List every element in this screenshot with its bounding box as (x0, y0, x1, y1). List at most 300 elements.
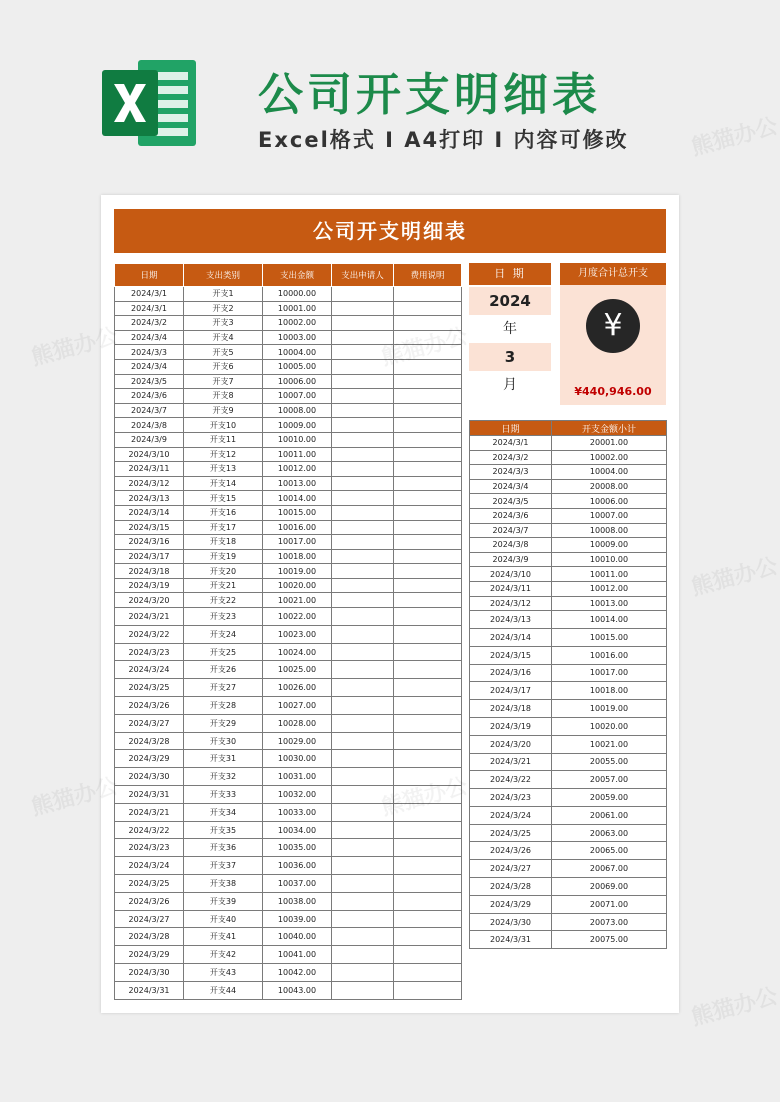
cell-amount[interactable]: 10011.00 (263, 447, 332, 462)
cell-date[interactable]: 2024/3/9 (115, 432, 184, 447)
cell-applicant[interactable] (332, 625, 394, 643)
cell-date[interactable]: 2024/3/23 (470, 789, 552, 807)
cell-note[interactable] (394, 786, 462, 804)
cell-applicant[interactable] (332, 301, 394, 316)
cell-note[interactable] (394, 821, 462, 839)
cell-amount[interactable]: 10013.00 (263, 476, 332, 491)
cell-date[interactable]: 2024/3/19 (470, 717, 552, 735)
cell-date[interactable]: 2024/3/20 (115, 593, 184, 608)
cell-applicant[interactable] (332, 714, 394, 732)
cell-date[interactable]: 2024/3/30 (115, 964, 184, 982)
cell-applicant[interactable] (332, 549, 394, 564)
cell-amount[interactable]: 10024.00 (263, 643, 332, 661)
cell-subtotal[interactable]: 20065.00 (552, 842, 667, 860)
cell-date[interactable]: 2024/3/12 (470, 596, 552, 611)
cell-amount[interactable]: 10012.00 (263, 462, 332, 477)
cell-date[interactable]: 2024/3/13 (470, 611, 552, 629)
cell-date[interactable]: 2024/3/16 (470, 664, 552, 682)
cell-applicant[interactable] (332, 981, 394, 999)
cell-date[interactable]: 2024/3/3 (470, 465, 552, 480)
cell-category[interactable]: 开支37 (184, 857, 263, 875)
cell-category[interactable]: 开支22 (184, 593, 263, 608)
cell-note[interactable] (394, 697, 462, 715)
cell-amount[interactable]: 10034.00 (263, 821, 332, 839)
cell-subtotal[interactable]: 10013.00 (552, 596, 667, 611)
cell-category[interactable]: 开支21 (184, 578, 263, 593)
cell-amount[interactable]: 10020.00 (263, 578, 332, 593)
cell-note[interactable] (394, 857, 462, 875)
cell-subtotal[interactable]: 10006.00 (552, 494, 667, 509)
cell-applicant[interactable] (332, 857, 394, 875)
cell-date[interactable]: 2024/3/7 (470, 523, 552, 538)
cell-date[interactable]: 2024/3/22 (115, 625, 184, 643)
table-row (470, 717, 667, 735)
cell-date[interactable]: 2024/3/20 (470, 735, 552, 753)
cell-date[interactable]: 2024/3/10 (470, 567, 552, 582)
cell-note[interactable] (394, 403, 462, 418)
cell-applicant[interactable] (332, 374, 394, 389)
cell-subtotal[interactable]: 10016.00 (552, 646, 667, 664)
cell-amount[interactable]: 10021.00 (263, 593, 332, 608)
cell-amount[interactable]: 10009.00 (263, 418, 332, 433)
cell-date[interactable]: 2024/3/17 (470, 682, 552, 700)
cell-applicant[interactable] (332, 505, 394, 520)
table-row (115, 389, 462, 404)
cell-date[interactable]: 2024/3/27 (115, 910, 184, 928)
cell-note[interactable] (394, 301, 462, 316)
cell-note[interactable] (394, 432, 462, 447)
cell-date[interactable]: 2024/3/31 (115, 786, 184, 804)
cell-category[interactable]: 开支41 (184, 928, 263, 946)
cell-subtotal[interactable]: 10004.00 (552, 465, 667, 480)
cell-date[interactable]: 2024/3/6 (115, 389, 184, 404)
cell-applicant[interactable] (332, 964, 394, 982)
cell-category[interactable]: 开支9 (184, 403, 263, 418)
cell-amount[interactable]: 10003.00 (263, 330, 332, 345)
cell-note[interactable] (394, 520, 462, 535)
cell-subtotal[interactable]: 10019.00 (552, 700, 667, 718)
cell-amount[interactable]: 10006.00 (263, 374, 332, 389)
cell-applicant[interactable] (332, 821, 394, 839)
cell-date[interactable]: 2024/3/1 (115, 287, 184, 302)
cell-subtotal[interactable]: 20001.00 (552, 436, 667, 451)
cell-date[interactable]: 2024/3/27 (115, 714, 184, 732)
cell-amount[interactable]: 10019.00 (263, 564, 332, 579)
cell-category[interactable]: 开支6 (184, 359, 263, 374)
cell-note[interactable] (394, 578, 462, 593)
cell-applicant[interactable] (332, 875, 394, 893)
cell-note[interactable] (394, 476, 462, 491)
cell-category[interactable]: 开支40 (184, 910, 263, 928)
cell-note[interactable] (394, 316, 462, 331)
cell-note[interactable] (394, 732, 462, 750)
cell-category[interactable]: 开支29 (184, 714, 263, 732)
cell-date[interactable]: 2024/3/17 (115, 549, 184, 564)
cell-category[interactable]: 开支35 (184, 821, 263, 839)
cell-applicant[interactable] (332, 697, 394, 715)
cell-category[interactable]: 开支39 (184, 892, 263, 910)
cell-applicant[interactable] (332, 330, 394, 345)
cell-note[interactable] (394, 287, 462, 302)
table-row (115, 491, 462, 506)
cell-applicant[interactable] (332, 287, 394, 302)
cell-applicant[interactable] (332, 946, 394, 964)
cell-date[interactable]: 2024/3/31 (115, 981, 184, 999)
cell-applicant[interactable] (332, 389, 394, 404)
cell-date[interactable]: 2024/3/6 (470, 508, 552, 523)
cell-date[interactable]: 2024/3/22 (470, 771, 552, 789)
cell-amount[interactable]: 10027.00 (263, 697, 332, 715)
cell-note[interactable] (394, 330, 462, 345)
cell-category[interactable]: 开支31 (184, 750, 263, 768)
cell-date[interactable]: 2024/3/18 (115, 564, 184, 579)
cell-note[interactable] (394, 768, 462, 786)
table-row (115, 732, 462, 750)
cell-category[interactable]: 开支7 (184, 374, 263, 389)
cell-date[interactable]: 2024/3/11 (115, 462, 184, 477)
cell-subtotal[interactable]: 20069.00 (552, 878, 667, 896)
cell-date[interactable]: 2024/3/31 (470, 931, 552, 949)
cell-date[interactable]: 2024/3/1 (115, 301, 184, 316)
cell-amount[interactable]: 10029.00 (263, 732, 332, 750)
cell-date[interactable]: 2024/3/28 (115, 928, 184, 946)
cell-subtotal[interactable]: 10011.00 (552, 567, 667, 582)
cell-subtotal[interactable]: 10018.00 (552, 682, 667, 700)
cell-category[interactable]: 开支8 (184, 389, 263, 404)
cell-note[interactable] (394, 608, 462, 626)
cell-amount[interactable]: 10028.00 (263, 714, 332, 732)
cell-subtotal[interactable]: 20063.00 (552, 824, 667, 842)
cell-subtotal[interactable]: 20073.00 (552, 913, 667, 931)
cell-note[interactable] (394, 964, 462, 982)
cell-amount[interactable]: 10014.00 (263, 491, 332, 506)
cell-date[interactable]: 2024/3/26 (115, 697, 184, 715)
cell-amount[interactable]: 10035.00 (263, 839, 332, 857)
cell-date[interactable]: 2024/3/2 (470, 450, 552, 465)
cell-category[interactable]: 开支28 (184, 697, 263, 715)
cell-applicant[interactable] (332, 564, 394, 579)
cell-applicant[interactable] (332, 928, 394, 946)
cell-note[interactable] (394, 564, 462, 579)
cell-date[interactable]: 2024/3/30 (470, 913, 552, 931)
cell-subtotal[interactable]: 20059.00 (552, 789, 667, 807)
cell-date[interactable]: 2024/3/5 (115, 374, 184, 389)
cell-subtotal[interactable]: 10009.00 (552, 538, 667, 553)
cell-subtotal[interactable]: 20071.00 (552, 895, 667, 913)
cell-date[interactable]: 2024/3/26 (115, 892, 184, 910)
cell-category[interactable]: 开支17 (184, 520, 263, 535)
cell-date[interactable]: 2024/3/29 (115, 750, 184, 768)
table-row (115, 750, 462, 768)
cell-category[interactable]: 开支4 (184, 330, 263, 345)
cell-amount[interactable]: 10033.00 (263, 803, 332, 821)
cell-date[interactable]: 2024/3/26 (470, 842, 552, 860)
cell-amount[interactable]: 10025.00 (263, 661, 332, 679)
cell-subtotal[interactable]: 10014.00 (552, 611, 667, 629)
cell-applicant[interactable] (332, 643, 394, 661)
cell-date[interactable]: 2024/3/14 (115, 505, 184, 520)
cell-amount[interactable]: 10018.00 (263, 549, 332, 564)
cell-category[interactable]: 开支43 (184, 964, 263, 982)
cell-amount[interactable]: 10004.00 (263, 345, 332, 360)
table-row (115, 839, 462, 857)
cell-amount[interactable]: 10041.00 (263, 946, 332, 964)
cell-date[interactable]: 2024/3/10 (115, 447, 184, 462)
cell-applicant[interactable] (332, 462, 394, 477)
cell-applicant[interactable] (332, 476, 394, 491)
cell-note[interactable] (394, 928, 462, 946)
cell-amount[interactable]: 10001.00 (263, 301, 332, 316)
cell-category[interactable]: 开支1 (184, 287, 263, 302)
cell-date[interactable]: 2024/3/16 (115, 535, 184, 550)
table-row (470, 465, 667, 480)
table-row (115, 786, 462, 804)
cell-amount[interactable]: 10010.00 (263, 432, 332, 447)
cell-date[interactable]: 2024/3/27 (470, 860, 552, 878)
cell-amount[interactable]: 10015.00 (263, 505, 332, 520)
cell-applicant[interactable] (332, 359, 394, 374)
cell-note[interactable] (394, 462, 462, 477)
cell-subtotal[interactable]: 20075.00 (552, 931, 667, 949)
cell-note[interactable] (394, 661, 462, 679)
cell-amount[interactable]: 10039.00 (263, 910, 332, 928)
cell-subtotal[interactable]: 10020.00 (552, 717, 667, 735)
cell-amount[interactable]: 10036.00 (263, 857, 332, 875)
cell-applicant[interactable] (332, 535, 394, 550)
cell-date[interactable]: 2024/3/23 (115, 839, 184, 857)
cell-subtotal[interactable]: 10015.00 (552, 628, 667, 646)
cell-date[interactable]: 2024/3/2 (115, 316, 184, 331)
cell-note[interactable] (394, 447, 462, 462)
cell-date[interactable]: 2024/3/28 (115, 732, 184, 750)
cell-date[interactable]: 2024/3/4 (115, 330, 184, 345)
cell-date[interactable]: 2024/3/25 (115, 875, 184, 893)
cell-amount[interactable]: 10030.00 (263, 750, 332, 768)
cell-note[interactable] (394, 625, 462, 643)
excel-logo-icon (100, 58, 200, 148)
cell-category[interactable]: 开支27 (184, 679, 263, 697)
cell-date[interactable]: 2024/3/19 (115, 578, 184, 593)
cell-date[interactable]: 2024/3/14 (470, 628, 552, 646)
cell-note[interactable] (394, 910, 462, 928)
cell-date[interactable]: 2024/3/29 (470, 895, 552, 913)
cell-subtotal[interactable]: 20057.00 (552, 771, 667, 789)
cell-applicant[interactable] (332, 345, 394, 360)
cell-subtotal[interactable]: 20067.00 (552, 860, 667, 878)
cell-note[interactable] (394, 892, 462, 910)
cell-date[interactable]: 2024/3/8 (115, 418, 184, 433)
cell-date[interactable]: 2024/3/9 (470, 552, 552, 567)
cell-amount[interactable]: 10042.00 (263, 964, 332, 982)
cell-note[interactable] (394, 359, 462, 374)
cell-note[interactable] (394, 535, 462, 550)
cell-applicant[interactable] (332, 786, 394, 804)
cell-date[interactable]: 2024/3/13 (115, 491, 184, 506)
month-value[interactable]: 3 (469, 343, 551, 371)
cell-applicant[interactable] (332, 839, 394, 857)
cell-category[interactable]: 开支26 (184, 661, 263, 679)
cell-note[interactable] (394, 491, 462, 506)
cell-date[interactable]: 2024/3/28 (470, 878, 552, 896)
cell-date[interactable]: 2024/3/24 (470, 806, 552, 824)
cell-date[interactable]: 2024/3/15 (470, 646, 552, 664)
cell-note[interactable] (394, 714, 462, 732)
cell-amount[interactable]: 10007.00 (263, 389, 332, 404)
cell-amount[interactable]: 10038.00 (263, 892, 332, 910)
cell-date[interactable]: 2024/3/25 (470, 824, 552, 842)
cell-amount[interactable]: 10022.00 (263, 608, 332, 626)
cell-amount[interactable]: 10005.00 (263, 359, 332, 374)
cell-category[interactable]: 开支12 (184, 447, 263, 462)
year-value[interactable]: 2024 (469, 287, 551, 315)
cell-note[interactable] (394, 389, 462, 404)
cell-date[interactable]: 2024/3/22 (115, 821, 184, 839)
cell-amount[interactable]: 10016.00 (263, 520, 332, 535)
cell-date[interactable]: 2024/3/23 (115, 643, 184, 661)
cell-note[interactable] (394, 418, 462, 433)
cell-applicant[interactable] (332, 608, 394, 626)
cell-amount[interactable]: 10023.00 (263, 625, 332, 643)
cell-subtotal[interactable]: 10010.00 (552, 552, 667, 567)
cell-amount[interactable]: 10032.00 (263, 786, 332, 804)
cell-applicant[interactable] (332, 447, 394, 462)
cell-subtotal[interactable]: 20008.00 (552, 479, 667, 494)
cell-category[interactable]: 开支18 (184, 535, 263, 550)
cell-applicant[interactable] (332, 768, 394, 786)
cell-applicant[interactable] (332, 593, 394, 608)
cell-amount[interactable]: 10040.00 (263, 928, 332, 946)
cell-note[interactable] (394, 981, 462, 999)
cell-note[interactable] (394, 549, 462, 564)
cell-amount[interactable]: 10026.00 (263, 679, 332, 697)
cell-date[interactable]: 2024/3/12 (115, 476, 184, 491)
cell-category[interactable]: 开支34 (184, 803, 263, 821)
table-row (470, 789, 667, 807)
cell-note[interactable] (394, 345, 462, 360)
cell-applicant[interactable] (332, 520, 394, 535)
cell-applicant[interactable] (332, 679, 394, 697)
cell-subtotal[interactable]: 10012.00 (552, 581, 667, 596)
cell-category[interactable]: 开支36 (184, 839, 263, 857)
cell-category[interactable]: 开支10 (184, 418, 263, 433)
cell-subtotal[interactable]: 10008.00 (552, 523, 667, 538)
cell-amount[interactable]: 10043.00 (263, 981, 332, 999)
cell-subtotal[interactable]: 10007.00 (552, 508, 667, 523)
cell-category[interactable]: 开支5 (184, 345, 263, 360)
cell-date[interactable]: 2024/3/4 (470, 479, 552, 494)
cell-category[interactable]: 开支24 (184, 625, 263, 643)
cell-date[interactable]: 2024/3/7 (115, 403, 184, 418)
cell-amount[interactable]: 10008.00 (263, 403, 332, 418)
cell-date[interactable]: 2024/3/21 (115, 608, 184, 626)
cell-note[interactable] (394, 374, 462, 389)
cell-applicant[interactable] (332, 418, 394, 433)
table-row (115, 301, 462, 316)
cell-date[interactable]: 2024/3/30 (115, 768, 184, 786)
table-row (115, 447, 462, 462)
cell-note[interactable] (394, 679, 462, 697)
cell-applicant[interactable] (332, 892, 394, 910)
cell-applicant[interactable] (332, 661, 394, 679)
cell-date[interactable]: 2024/3/24 (115, 857, 184, 875)
cell-date[interactable]: 2024/3/21 (470, 753, 552, 771)
cell-date[interactable]: 2024/3/8 (470, 538, 552, 553)
cell-category[interactable]: 开支13 (184, 462, 263, 477)
cell-category[interactable]: 开支23 (184, 608, 263, 626)
cell-category[interactable]: 开支14 (184, 476, 263, 491)
cell-category[interactable]: 开支44 (184, 981, 263, 999)
page-subtitle: Excel格式 I A4打印 I 内容可修改 (258, 128, 629, 152)
cell-note[interactable] (394, 946, 462, 964)
cell-applicant[interactable] (332, 910, 394, 928)
cell-note[interactable] (394, 803, 462, 821)
cell-note[interactable] (394, 750, 462, 768)
cell-note[interactable] (394, 875, 462, 893)
cell-amount[interactable]: 10000.00 (263, 287, 332, 302)
cell-date[interactable]: 2024/3/4 (115, 359, 184, 374)
cell-subtotal[interactable]: 10002.00 (552, 450, 667, 465)
cell-category[interactable]: 开支19 (184, 549, 263, 564)
cell-category[interactable]: 开支38 (184, 875, 263, 893)
cell-applicant[interactable] (332, 750, 394, 768)
cell-applicant[interactable] (332, 578, 394, 593)
cell-date[interactable]: 2024/3/5 (470, 494, 552, 509)
cell-category[interactable]: 开支25 (184, 643, 263, 661)
cell-subtotal[interactable]: 20061.00 (552, 806, 667, 824)
cell-category[interactable]: 开支30 (184, 732, 263, 750)
cell-date[interactable]: 2024/3/18 (470, 700, 552, 718)
cell-date[interactable]: 2024/3/24 (115, 661, 184, 679)
cell-note[interactable] (394, 839, 462, 857)
cell-category[interactable]: 开支2 (184, 301, 263, 316)
cell-date[interactable]: 2024/3/15 (115, 520, 184, 535)
cell-category[interactable]: 开支32 (184, 768, 263, 786)
cell-applicant[interactable] (332, 803, 394, 821)
cell-date[interactable]: 2024/3/25 (115, 679, 184, 697)
cell-category[interactable]: 开支33 (184, 786, 263, 804)
cell-category[interactable]: 开支20 (184, 564, 263, 579)
cell-subtotal[interactable]: 10021.00 (552, 735, 667, 753)
cell-date[interactable]: 2024/3/3 (115, 345, 184, 360)
cell-applicant[interactable] (332, 732, 394, 750)
cell-applicant[interactable] (332, 432, 394, 447)
cell-date[interactable]: 2024/3/11 (470, 581, 552, 596)
cell-applicant[interactable] (332, 491, 394, 506)
cell-date[interactable]: 2024/3/21 (115, 803, 184, 821)
cell-amount[interactable]: 10017.00 (263, 535, 332, 550)
cell-category[interactable]: 开支42 (184, 946, 263, 964)
cell-applicant[interactable] (332, 403, 394, 418)
cell-applicant[interactable] (332, 316, 394, 331)
cell-amount[interactable]: 10002.00 (263, 316, 332, 331)
column-header: 支出金额 (263, 264, 332, 287)
cell-note[interactable] (394, 593, 462, 608)
cell-date[interactable]: 2024/3/29 (115, 946, 184, 964)
cell-note[interactable] (394, 643, 462, 661)
cell-category[interactable]: 开支16 (184, 505, 263, 520)
cell-amount[interactable]: 10031.00 (263, 768, 332, 786)
cell-category[interactable]: 开支3 (184, 316, 263, 331)
cell-amount[interactable]: 10037.00 (263, 875, 332, 893)
cell-note[interactable] (394, 505, 462, 520)
column-header: 费用说明 (394, 264, 462, 287)
cell-subtotal[interactable]: 20055.00 (552, 753, 667, 771)
table-row (470, 611, 667, 629)
cell-subtotal[interactable]: 10017.00 (552, 664, 667, 682)
cell-category[interactable]: 开支15 (184, 491, 263, 506)
cell-category[interactable]: 开支11 (184, 432, 263, 447)
cell-date[interactable]: 2024/3/1 (470, 436, 552, 451)
